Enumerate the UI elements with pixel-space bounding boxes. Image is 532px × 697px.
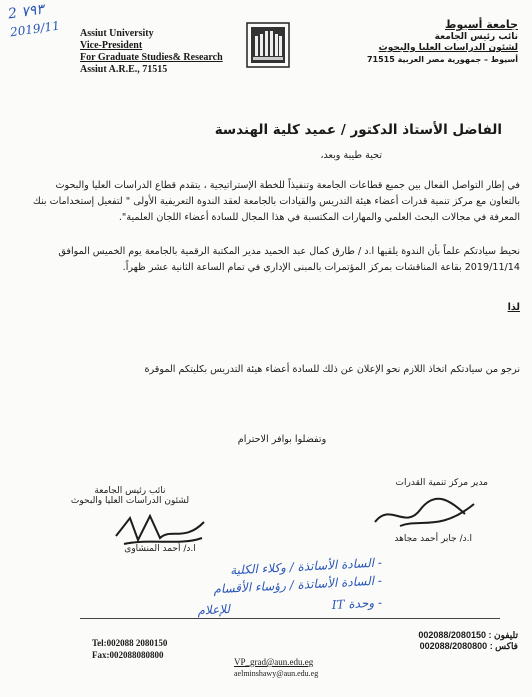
address-ar: أسيوط – جمهورية مصر العربية 71515 xyxy=(366,55,518,64)
recipient-line: الفاضل الأستاذ الدكتور / عميد كلية الهندسة xyxy=(214,122,502,138)
footer-phone-en: Tel:002088 2080150 xyxy=(92,638,168,648)
closing-line: وتفضلوا بوافر الاحترام xyxy=(237,434,327,445)
footer-contact-ar xyxy=(358,630,518,652)
signature-block-vice-president xyxy=(60,486,200,506)
vice-president-title-ar: نائب رئيس الجامعة xyxy=(434,32,518,42)
footer-phone-label-ar: تليفون : xyxy=(488,630,518,640)
handwritten-note-4: للإعلام xyxy=(197,601,231,618)
signatory-name-right: ا.د/ جابر أحمد مجاهد xyxy=(394,534,472,544)
handwritten-note-1: - السادة الأساتذة / وكلاء الكلية xyxy=(229,555,383,578)
signature-block-capacity-center xyxy=(338,478,488,488)
therefore-label: لذا xyxy=(507,302,520,313)
paragraph-invitation: في إطار التواصل الفعال بين جميع قطاعات الجامعة وتنفيذاً للخطة الإستراتيجية ، يتقدم قطاع الدراسات العليا والبحوث بالتعاون مع مركز تنمية قدرات أعضاء هيئة التدريس والقيادات بالجامعة لعقد الندوة التعريفية الأولى " لتفعيل إستخدامات بنك المعرفة في مجالات البحث العلمي والمهارات المكتسبة في هذا المجال للسادة أعضاء اللجان العلمية". xyxy=(32,180,520,223)
arabic-letterhead xyxy=(308,18,518,65)
graduate-studies-ar: لشئون الدراسات العليا والبحوث xyxy=(378,43,518,53)
footer-divider xyxy=(80,618,500,619)
greeting: تحية طيبة وبعد، xyxy=(320,150,382,161)
english-letterhead xyxy=(80,28,223,76)
university-logo xyxy=(246,22,290,68)
footer-contact-en xyxy=(92,637,167,661)
footer-email-1[interactable]: VP_grad@aun.edu.eg xyxy=(234,657,314,667)
graduate-studies-en: For Graduate Studies& Research xyxy=(80,52,223,63)
signatory-title-right: مدير مركز تنمية القدرات xyxy=(395,478,488,488)
handwritten-note-2: - السادة الأساتذة / رؤساء الأقسام xyxy=(213,573,383,597)
address-en: Assiut A.R.E., 71515 xyxy=(80,64,168,75)
handwritten-reference-date: 2019/11 xyxy=(9,18,61,40)
university-name-ar: جامعة أسيوط xyxy=(445,18,518,31)
vice-president-title-en: Vice-President xyxy=(80,40,143,51)
paragraph-request: نرجو من سيادتكم اتخاذ اللازم نحو الإعلان عن ذلك للسادة أعضاء هيئة التدريس بكليتكم الموقرة xyxy=(144,364,520,375)
footer-fax-ar: 002088/2080800 xyxy=(419,641,488,651)
handwritten-signature-right xyxy=(370,492,480,540)
footer-emails xyxy=(234,656,318,680)
paragraph-seminar-details: نحيط سيادتكم علماً بأن الندوة يلقيها ا.د / طارق كمال عبد الحميد مدير المكتبة الرقمية بالجامعة يوم الخميس الموافق 2019/11/14 بقاعة المناقشات بمركز المؤتمرات بالمبنى الإداري في تمام الساعة الثانية عشر ظهراً. xyxy=(58,246,520,273)
footer-fax-en: Fax:002088080800 xyxy=(92,650,164,660)
footer-phone-ar: 002088/2080150 xyxy=(418,630,486,640)
footer-email-2[interactable]: aelminshawy@aun.edu.eg xyxy=(234,669,319,678)
footer-fax-label-ar: فاكس : xyxy=(489,641,518,651)
signatory-name-left: ا.د/ أحمد المنشاوى xyxy=(124,544,196,554)
handwritten-reference-number: 2 ٧٩٣ xyxy=(7,1,45,23)
signatory-title-left-1: نائب رئيس الجامعة xyxy=(94,486,166,496)
university-name-en: Assiut University xyxy=(80,28,154,39)
handwritten-note-3: - وحدة IT xyxy=(331,595,383,613)
signatory-title-left-2: لشئون الدراسات العليا والبحوث xyxy=(70,496,190,506)
